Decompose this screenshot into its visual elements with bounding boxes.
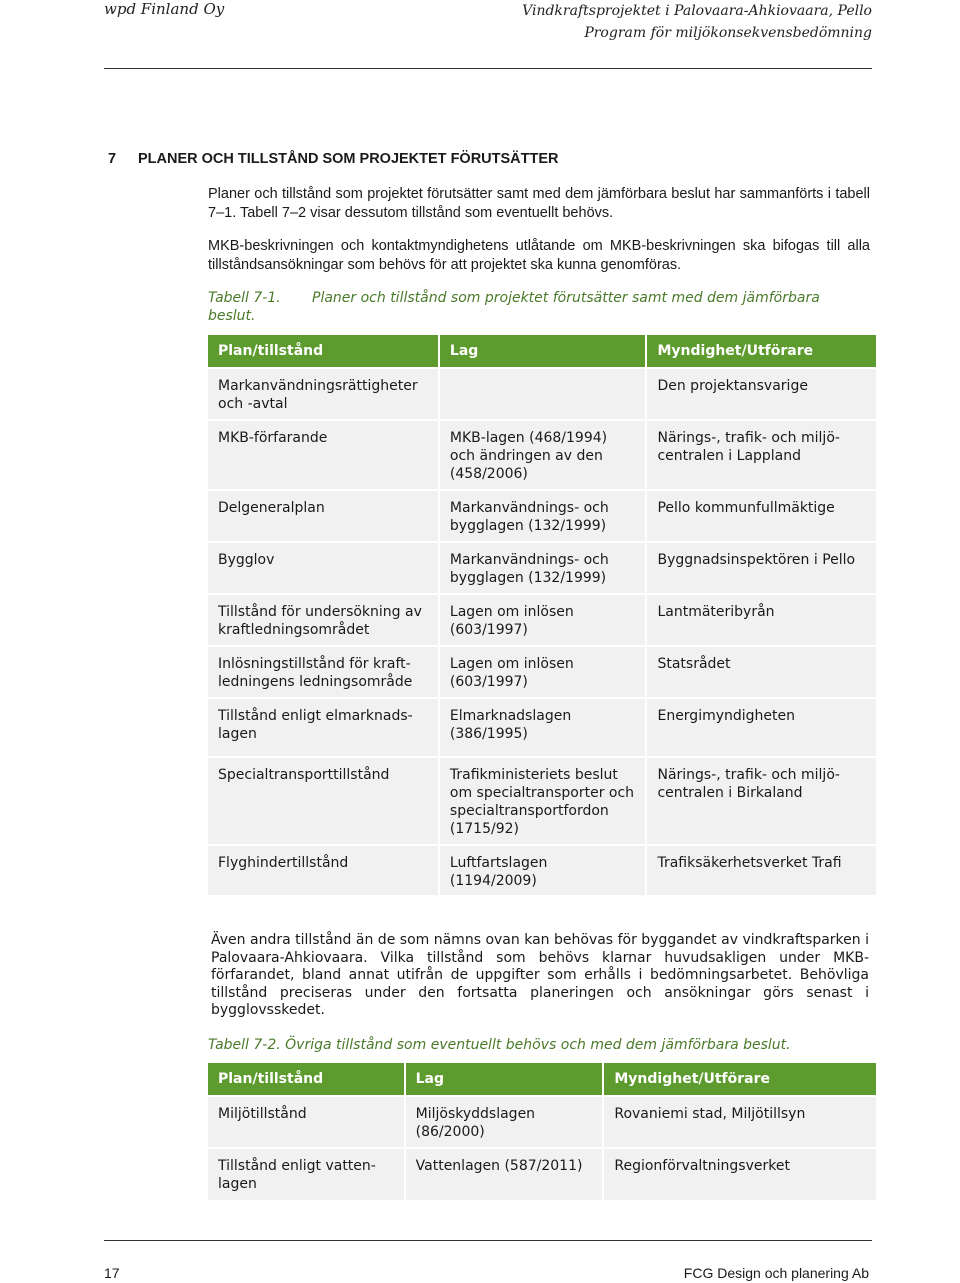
cell-lag bbox=[439, 368, 647, 420]
table1-caption bbox=[208, 289, 868, 325]
table-row bbox=[208, 1148, 877, 1200]
chapter-number: 7 bbox=[108, 151, 117, 167]
permits-table bbox=[208, 335, 878, 895]
cell-plan: Tillstånd enligt vattenlagen bbox=[208, 1148, 405, 1200]
table-row bbox=[208, 698, 877, 757]
table-row bbox=[208, 646, 877, 698]
header-project: Vindkraftsprojektet i Palovaara-Ahkiovaara, Pello bbox=[522, 3, 872, 19]
cell-plan: Specialtransporttillstånd bbox=[208, 757, 439, 845]
table-row bbox=[208, 845, 877, 895]
cell-plan: Miljötillstånd bbox=[208, 1096, 405, 1148]
cell-lag: Elmarknadslagen (386/1995) bbox=[439, 698, 647, 757]
col-header-myndighet: Myndighet/Utförare bbox=[603, 1063, 877, 1096]
cell-lag: Vattenlagen (587/2011) bbox=[405, 1148, 604, 1200]
header-rule bbox=[104, 68, 872, 69]
col-header-lag: Lag bbox=[439, 335, 647, 368]
cell-lag: Luftfartslagen (1194/2009) bbox=[439, 845, 647, 895]
col-header-myndighet: Myndighet/Utförare bbox=[646, 335, 877, 368]
cell-lag: Miljöskyddslagen (86/2000) bbox=[405, 1096, 604, 1148]
cell-plan: Markanvändningsrättigheter och -avtal bbox=[208, 368, 439, 420]
cell-plan: Bygglov bbox=[208, 542, 439, 594]
col-header-plan: Plan/tillstånd bbox=[208, 1063, 405, 1096]
cell-plan: Tillstånd för undersökning av kraftledningsområdet bbox=[208, 594, 439, 646]
table-row bbox=[208, 420, 877, 490]
table1-caption-label: Tabell 7-1. bbox=[208, 290, 281, 306]
cell-myndighet: Den projektansvarige bbox=[646, 368, 877, 420]
chapter-title: PLANER OCH TILLSTÅND SOM PROJEKTET FÖRUTSÄTTER bbox=[138, 151, 559, 167]
cell-myndighet: Pello kommunfullmäktige bbox=[646, 490, 877, 542]
cell-plan: Inlösningstillstånd för kraftledningens ledningsområde bbox=[208, 646, 439, 698]
table-header-row bbox=[208, 1063, 877, 1096]
mkb-paragraph: MKB-beskrivningen och kontaktmyndighetens utlåtande om MKB-beskrivningen ska bifogas till alla tillståndsansökningar som behövs för att projektet ska kunna genomföras. bbox=[208, 238, 870, 273]
cell-plan: Tillstånd enligt elmarknadslagen bbox=[208, 698, 439, 757]
other-permits-table bbox=[208, 1063, 878, 1200]
cell-plan: Delgeneralplan bbox=[208, 490, 439, 542]
intro-paragraph: Planer och tillstånd som projektet förutsätter samt med dem jämförbara beslut har sammanförts i tabell 7–1. Tabell 7–2 visar dessutom tillstånd som eventuellt behövs. bbox=[208, 186, 870, 221]
cell-myndighet: Rovaniemi stad, Miljötillsyn bbox=[603, 1096, 877, 1148]
cell-myndighet: Byggnadsinspektören i Pello bbox=[646, 542, 877, 594]
table-row bbox=[208, 542, 877, 594]
footer-rule bbox=[104, 1240, 872, 1241]
chapter-heading bbox=[108, 151, 559, 167]
table-row bbox=[208, 594, 877, 646]
cell-lag: Lagen om inlösen (603/1997) bbox=[439, 646, 647, 698]
page-number: 17 bbox=[104, 1265, 120, 1281]
table2-caption: Tabell 7-2. Övriga tillstånd som eventuellt behövs och med dem jämförbara beslut. bbox=[208, 1037, 791, 1053]
col-header-lag: Lag bbox=[405, 1063, 604, 1096]
cell-myndighet: Närings-, trafik- och miljöcentralen i Lappland bbox=[646, 420, 877, 490]
header-company: wpd Finland Oy bbox=[104, 0, 225, 18]
cell-myndighet: Energimyndigheten bbox=[646, 698, 877, 757]
table1-caption-text: Planer och tillstånd som projektet förutsätter samt med dem jämförbara beslut. bbox=[208, 290, 820, 324]
cell-myndighet: Statsrådet bbox=[646, 646, 877, 698]
cell-lag: Markanvändnings- och bygglagen (132/1999) bbox=[439, 542, 647, 594]
cell-plan: Flyghindertillstånd bbox=[208, 845, 439, 895]
cell-lag: Lagen om inlösen (603/1997) bbox=[439, 594, 647, 646]
table-row bbox=[208, 1096, 877, 1148]
footer-company: FCG Design och planering Ab bbox=[683, 1265, 869, 1281]
cell-plan: MKB-förfarande bbox=[208, 420, 439, 490]
table-header-row bbox=[208, 335, 877, 368]
additional-permits-paragraph: Även andra tillstånd än de som nämns ovan kan behövas för byggandet av vindkraftsparken i Palovaara-Ahkiovaara. Vilka tillstånd som behövs klarnar huvudsakligen under MKB-förfarandet, bland annat utifrån de uppgifter som erhålls i bedömningsarbetet. Behövliga tillstånd preciseras under den fortsatta planeringen och ansökningar görs senast i bygglovsskedet. bbox=[211, 932, 869, 1018]
table-row bbox=[208, 490, 877, 542]
header-project-info bbox=[522, 0, 872, 44]
cell-lag: Markanvändnings- och bygglagen (132/1999) bbox=[439, 490, 647, 542]
cell-myndighet: Trafiksäkerhetsverket Trafi bbox=[646, 845, 877, 895]
cell-lag: Trafikministeriets beslut om specialtransporter och specialtransportfordon (1715/92) bbox=[439, 757, 647, 845]
table-row bbox=[208, 757, 877, 845]
cell-lag: MKB-lagen (468/1994) och ändringen av den (458/2006) bbox=[439, 420, 647, 490]
cell-myndighet: Regionförvaltningsverket bbox=[603, 1148, 877, 1200]
cell-myndighet: Lantmäteribyrån bbox=[646, 594, 877, 646]
col-header-plan: Plan/tillstånd bbox=[208, 335, 439, 368]
header-program: Program för miljökonsekvensbedömning bbox=[584, 25, 872, 41]
table-row bbox=[208, 368, 877, 420]
cell-myndighet: Närings-, trafik- och miljöcentralen i Birkaland bbox=[646, 757, 877, 845]
